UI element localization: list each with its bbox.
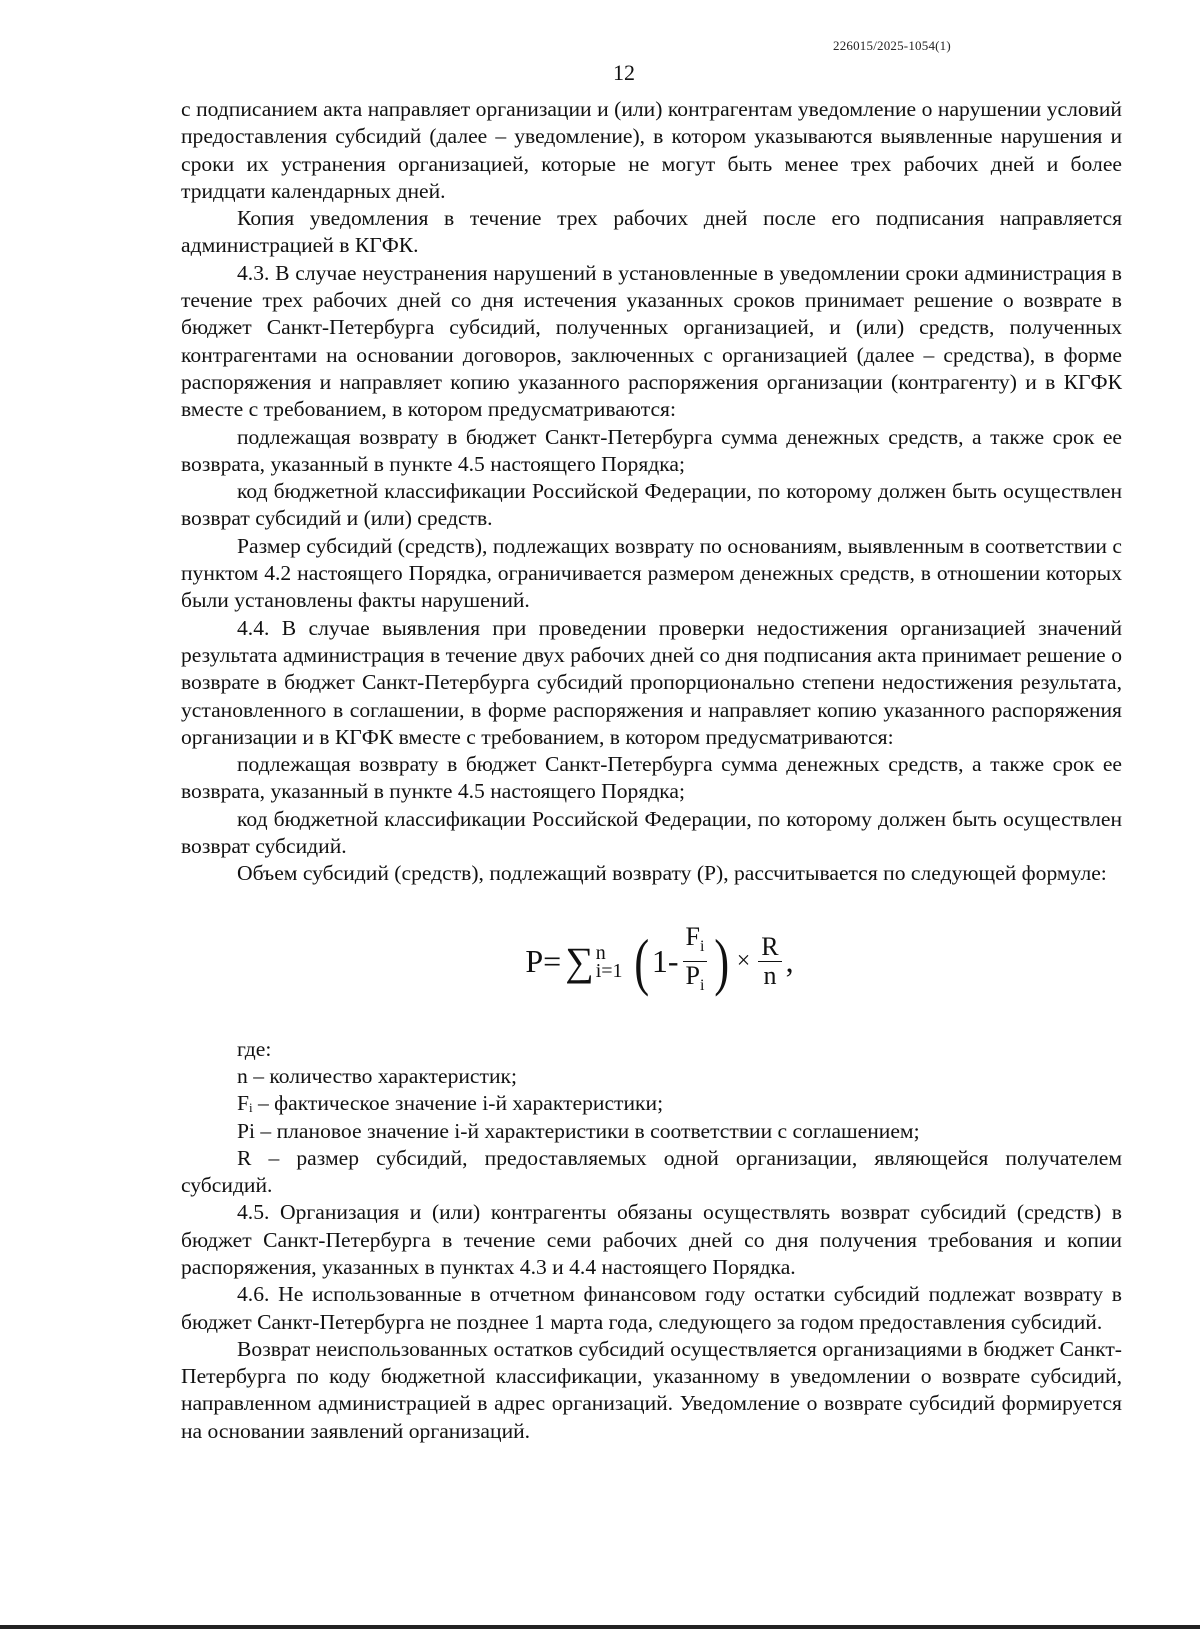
paragraph: подлежащая возврату в бюджет Санкт-Петербурга сумма денежных средств, а также срок ее возврата, указанный в пункте 4.5 настоящего Порядка;: [181, 424, 1122, 476]
paragraph: Объем субсидий (средств), подлежащий возврату (Р), рассчитывается по следующей формуле:: [237, 861, 1107, 886]
fraction-numerator: F: [685, 921, 700, 951]
paragraph: подлежащая возврату в бюджет Санкт-Петербурга сумма денежных средств, а также срок ее возврата, указанный в пункте 4.5 настоящего Порядка;: [181, 752, 1122, 804]
legend-item-r: R – размер субсидий, предоставляемых одной организации, являющейся получателем субсидий.: [181, 1145, 1122, 1198]
formula-comma: ,: [785, 942, 794, 979]
formula-one: 1-: [651, 942, 679, 979]
paragraph: 4.3. В случае неустранения нарушений в установленные в уведомлении сроки администрация в течение трех рабочих дней со дня истечения указанных сроков принимает решение о возврате в бюджет Санкт-Петербурга субсидий, полученных организацией, и (или) средств, полученных контрагентами на основании договоров, заключенных с организацией (далее – средства), в форме распоряжения и направляет копию указанного распоряжения организации (контрагенту) и в КГФК вместе с требованием, в котором предусматриваются:: [181, 260, 1122, 422]
r-numerator: R: [758, 933, 781, 962]
legend-item: n – количество характеристик;: [237, 1063, 518, 1088]
paragraph: 4.5. Организация и (или) контрагенты обязаны осуществлять возврат субсидий (средств) в бюджет Санкт-Петербурга в течение семи рабочих дней со дня получения требования и копии распоряжения, указанных в пунктах 4.3 и 4.4 настоящего Порядка.: [181, 1200, 1122, 1279]
sum-upper: n: [595, 941, 606, 964]
fraction-r-over-n: [758, 933, 781, 990]
paragraph: 4.4. В случае выявления при проведении проверки недостижения организацией значений результата администрация в течение двух рабочих дней со дня подписания акта принимает решение о возврате в бюджет Санкт-Петербурга субсидий пропорционально степени недостижения результата, установленного в соглашении, в форме распоряжения и направляет копию указанного распоряжения организации и в КГФК вместе с требованием, в котором предусматриваются:: [181, 615, 1122, 749]
legend-where: где:: [237, 1036, 272, 1061]
document-body: [181, 96, 1122, 1445]
fraction-denominator: P: [685, 961, 700, 991]
formula-lhs: P=: [525, 942, 562, 979]
paragraph: с подписанием акта направляет организации и (или) контрагентам уведомление о нарушении условий предоставления субсидий (далее – уведомление), в котором указываются выявленные нарушения и сроки их устранения организацией, которые не могут быть менее трех рабочих дней и более тридцати календарных дней.: [181, 97, 1122, 203]
left-paren: (: [633, 925, 649, 997]
sum-limits: [595, 941, 623, 982]
legend-item: Pi – плановое значение i-й характеристики в соответствии с соглашением;: [237, 1118, 920, 1143]
sum-lower: i=1: [595, 959, 623, 982]
sum-symbol: ∑: [565, 938, 594, 984]
paragraph: код бюджетной классификации Российской Федерации, по которому должен быть осуществлен возврат субсидий и (или) средств.: [181, 479, 1122, 531]
r-denominator: n: [763, 961, 777, 991]
right-paren: ): [714, 925, 730, 997]
numerator-sub: i: [699, 938, 705, 956]
formula: [181, 888, 1122, 1036]
fraction-f-over-p: [683, 923, 708, 1000]
formula-legend: [181, 1036, 1122, 1145]
paragraph: 4.6. Не использованные в отчетном финансовом году остатки субсидий подлежат возврату в бюджет Санкт-Петербурга не позднее 1 марта года, следующего за годом предоставления субсидий.: [181, 1282, 1122, 1334]
denominator-sub: i: [699, 977, 705, 995]
paragraph: Возврат неиспользованных остатков субсидий осуществляется организациями в бюджет Санкт-Петербурга по коду бюджетной классификации, указанному в уведомлении о возврате субсидий, направленном администрацией в адрес организаций. Уведомление о возврате субсидий формируется на основании заявлений организаций.: [181, 1336, 1122, 1443]
paragraph: Размер субсидий (средств), подлежащих возврату по основаниям, выявленным в соответствии с пунктом 4.2 настоящего Порядка, ограничивается размером денежных средств, в отношении которых были установлены факты нарушений.: [181, 533, 1122, 613]
legend-item: Fᵢ – фактическое значение i-й характеристики;: [237, 1091, 664, 1116]
paragraph: код бюджетной классификации Российской Федерации, по которому должен быть осуществлен возврат субсидий.: [181, 806, 1122, 859]
page-number: 12: [613, 60, 635, 85]
paragraph: Копия уведомления в течение трех рабочих дней после его подписания направляется администрацией в КГФК.: [181, 206, 1122, 258]
document-id: 226015/2025-1054(1): [833, 38, 951, 53]
bottom-scan-edge: [0, 1625, 1200, 1629]
times-symbol: ×: [736, 947, 751, 974]
